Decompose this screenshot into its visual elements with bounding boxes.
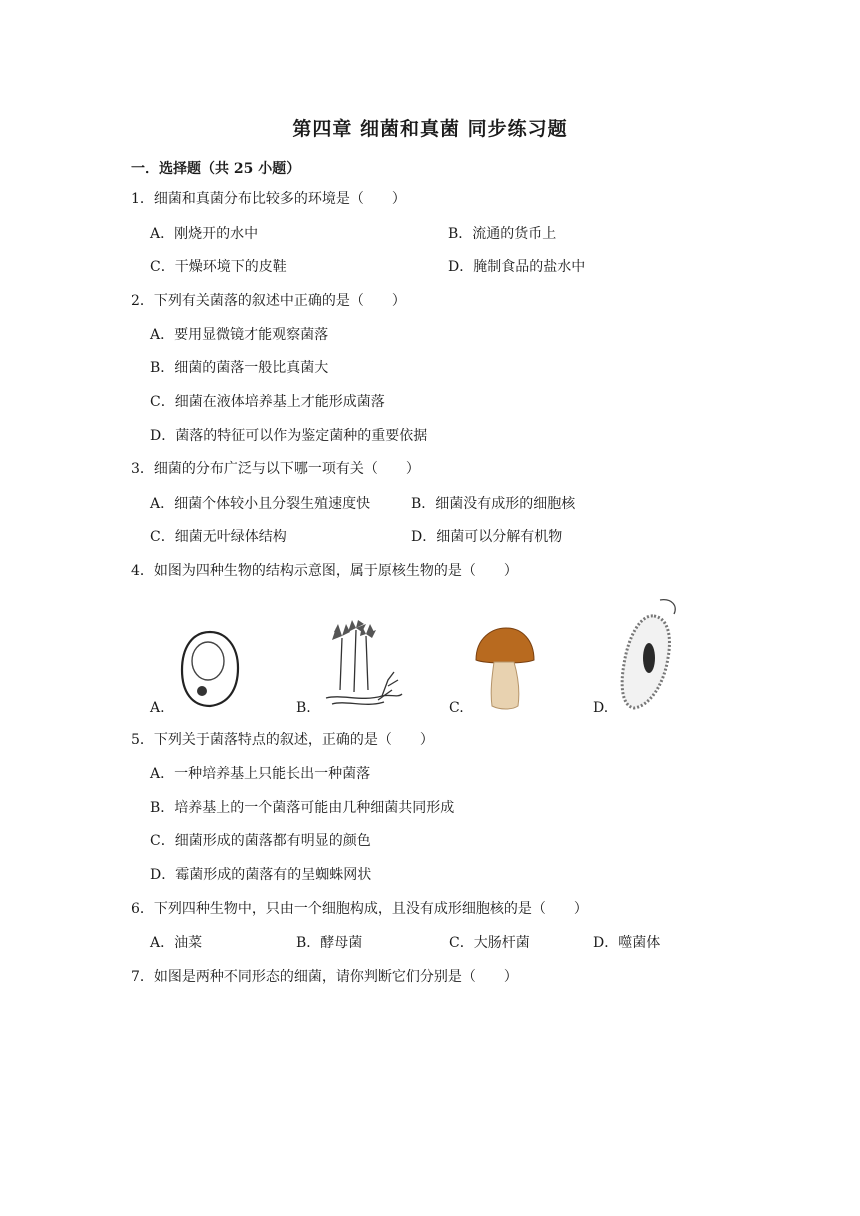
figure-a-label: A. bbox=[150, 700, 165, 716]
question-2-option-d: D．菌落的特征可以作为鉴定菌种的重要依据 bbox=[150, 428, 428, 444]
yeast-cell-figure bbox=[176, 628, 244, 710]
question-6-option-a: A．油菜 bbox=[150, 935, 203, 951]
bacterium-figure bbox=[616, 596, 686, 716]
question-1-option-b: B．流通的货币上 bbox=[448, 226, 557, 242]
question-5-option-c: C．细菌形成的菌落都有明显的颜色 bbox=[150, 833, 371, 849]
question-3-option-a: A．细菌个体较小且分裂生殖速度快 bbox=[150, 496, 371, 512]
section-heading: 一．选择题（共 25 小题） bbox=[131, 161, 301, 177]
question-7-stem: 7．如图是两种不同形态的细菌，请你判断它们分别是（ ） bbox=[131, 969, 518, 985]
question-1-option-c: C．干燥环境下的皮鞋 bbox=[150, 259, 287, 275]
question-2-option-b: B．细菌的菌落一般比真菌大 bbox=[150, 360, 329, 376]
question-2-stem: 2．下列有关菌落的叙述中正确的是（ ） bbox=[131, 293, 406, 309]
question-3-option-d: D．细菌可以分解有机物 bbox=[411, 529, 563, 545]
question-5-option-d: D．霉菌形成的菌落有的呈蜘蛛网状 bbox=[150, 867, 372, 883]
question-5-stem: 5．下列关于菌落特点的叙述，正确的是（ ） bbox=[131, 732, 434, 748]
document-title: 第四章 细菌和真菌 同步练习题 bbox=[292, 118, 568, 140]
question-3-option-b: B．细菌没有成形的细胞核 bbox=[411, 496, 576, 512]
question-1-stem: 1．细菌和真菌分布比较多的环境是（ ） bbox=[131, 191, 406, 207]
question-3-stem: 3．细菌的分布广泛与以下哪一项有关（ ） bbox=[131, 461, 420, 477]
mold-figure bbox=[322, 620, 406, 712]
question-6-option-d: D．噬菌体 bbox=[593, 935, 661, 951]
question-1-option-a: A．刚烧开的水中 bbox=[150, 226, 259, 242]
question-2-option-c: C．细菌在液体培养基上才能形成菌落 bbox=[150, 394, 385, 410]
figure-c-label: C. bbox=[449, 700, 464, 716]
question-2-option-a: A．要用显微镜才能观察菌落 bbox=[150, 327, 329, 343]
question-5-option-a: A．一种培养基上只能长出一种菌落 bbox=[150, 766, 371, 782]
figure-d-label: D. bbox=[593, 700, 609, 716]
question-4-stem: 4．如图为四种生物的结构示意图，属于原核生物的是（ ） bbox=[131, 563, 518, 579]
question-6-option-c: C．大肠杆菌 bbox=[449, 935, 530, 951]
question-6-option-b: B．酵母菌 bbox=[296, 935, 363, 951]
mushroom-figure bbox=[472, 626, 538, 712]
question-5-option-b: B．培养基上的一个菌落可能由几种细菌共同形成 bbox=[150, 800, 455, 816]
figure-b-label: B. bbox=[296, 700, 311, 716]
question-6-stem: 6．下列四种生物中，只由一个细胞构成，且没有成形细胞核的是（ ） bbox=[131, 901, 588, 917]
question-1-option-d: D．腌制食品的盐水中 bbox=[448, 259, 586, 275]
question-3-option-c: C．细菌无叶绿体结构 bbox=[150, 529, 287, 545]
